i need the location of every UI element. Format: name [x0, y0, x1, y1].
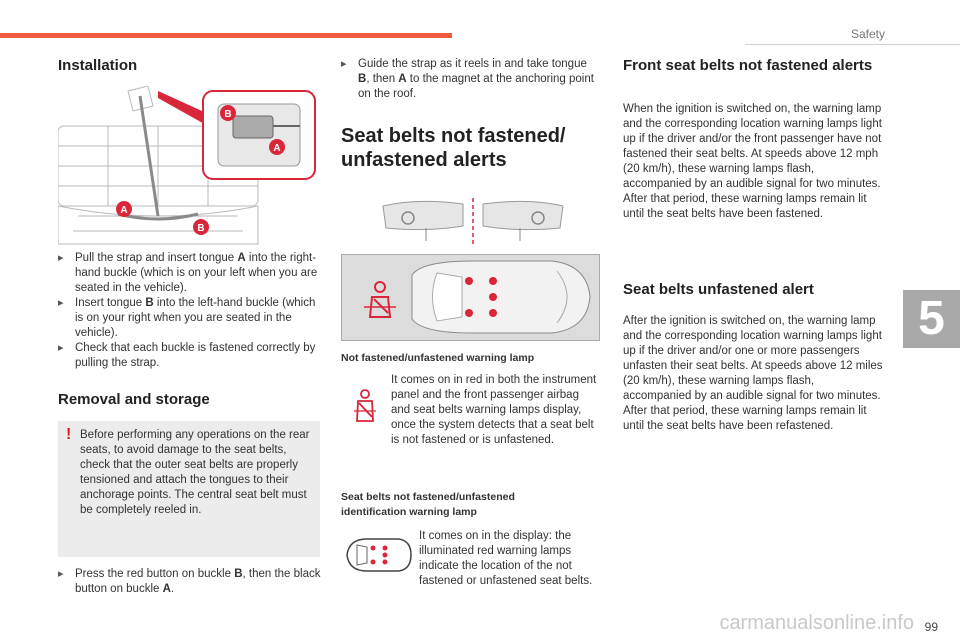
- section-header-title: Safety: [850, 27, 885, 41]
- front-alerts-heading: Front seat belts not fastened alerts: [623, 57, 873, 74]
- removal-heading: Removal and storage: [58, 391, 210, 408]
- svg-text:A: A: [120, 205, 128, 216]
- right-mirror-drawing: [483, 201, 563, 229]
- installation-steps: [58, 251, 322, 371]
- lamp1-description: It comes on in red in both the instrument panel and the front passenger airbag and seat belts warning lamps display, once the system detects that a seat belt is not fastened or is unfastened.: [391, 374, 597, 446]
- svg-text:A: A: [273, 143, 281, 154]
- press-step: ▸ Press the red button on buckle B, then the black button on buckle A.: [58, 568, 321, 595]
- bullet-marker-icon: ▸: [341, 58, 347, 70]
- exclamation-icon: !: [66, 426, 72, 443]
- unfastened-alert-heading: Seat belts unfastened alert: [623, 281, 814, 298]
- bullet-marker-icon: ▸: [58, 568, 64, 580]
- guide-step: ▸ Guide the strap as it reels in and take tongue B, then A to the magnet at the anchoring point on the roof.: [341, 58, 594, 100]
- badge-a-inset: [269, 139, 285, 155]
- header-accent-bar: [0, 33, 452, 38]
- display-panel-figure: [341, 254, 600, 341]
- installation-figure: [58, 86, 322, 246]
- rear-view-mirror-figure: [378, 196, 568, 246]
- front-alerts-text: When the ignition is switched on, the warning lamp and the corresponding location warning lamps light up if the driver and/or the front passenger have not fastened their seat belts. At speeds above 12 mph (20 km/h), these warning lamps flash, accompanied by an audible signal for two minutes. After that period, these warning lamps remain lit until the seat belts have been fastened.: [623, 103, 882, 220]
- svg-text:B: B: [224, 109, 232, 120]
- installation-heading: Installation: [58, 57, 138, 74]
- alerts-heading: Seat belts not fastened/ unfastened alerts: [341, 125, 566, 171]
- chapter-tab: 5: [903, 290, 960, 348]
- car-locations-lamp-icon: [343, 537, 413, 573]
- left-mirror-drawing: [383, 201, 463, 229]
- step-item: ▸ Pull the strap and insert tongue A into the right-hand buckle (which is on your left when you are seated in the vehicle).: [58, 252, 318, 294]
- bullet-marker-icon: ▸: [58, 297, 64, 309]
- seatbelt-lamp-icon: [354, 389, 376, 423]
- step-item: ▸ Insert tongue B into the left-hand buckle (which is on your right when you are seated in the vehicle).: [58, 297, 316, 339]
- bullet-marker-icon: ▸: [58, 342, 64, 354]
- lamp2-label: Seat belts not fastened/unfastened identification warning lamp: [341, 491, 515, 518]
- warning-note-text: Before performing any operations on the rear seats, to avoid damage to the seat belts, check that the outer seat belts are properly tensioned and attach the tongues to their anchorage points. The central seat belt must be completely reeled in.: [80, 429, 310, 516]
- step-item: ▸ Check that each buckle is fastened correctly by pulling the strap.: [58, 342, 316, 369]
- bullet-marker-icon: ▸: [58, 252, 64, 264]
- badge-a-seat: [116, 201, 132, 217]
- page-number: 99: [924, 620, 938, 634]
- header-rule: [745, 44, 960, 45]
- lamp1-label: Not fastened/unfastened warning lamp: [341, 352, 535, 364]
- car-top-view-drawing: [342, 255, 599, 340]
- seatbelt-warning-icon: [364, 282, 396, 317]
- warning-note-box: [58, 421, 320, 557]
- unfastened-alert-text: After the ignition is switched on, the warning lamp and the corresponding location warning lamps light up if the driver and/or one or more passengers unfasten their seat belts. At speeds above 12 miles (20 km/h), these warning lamps flash, accompanied by an audible signal for two minutes. After that period, these warning lamps remain lit until the seat belts have been refastened.: [623, 315, 883, 432]
- lamp2-description: It comes on in the display: the illuminated red warning lamps indicate the location of the not fastened or unfastened seat belts.: [419, 530, 593, 587]
- watermark-text: carmanualsonline.info: [719, 612, 914, 634]
- badge-b-inset: [220, 105, 236, 121]
- svg-text:B: B: [197, 223, 205, 234]
- badge-b-seat: [193, 219, 209, 235]
